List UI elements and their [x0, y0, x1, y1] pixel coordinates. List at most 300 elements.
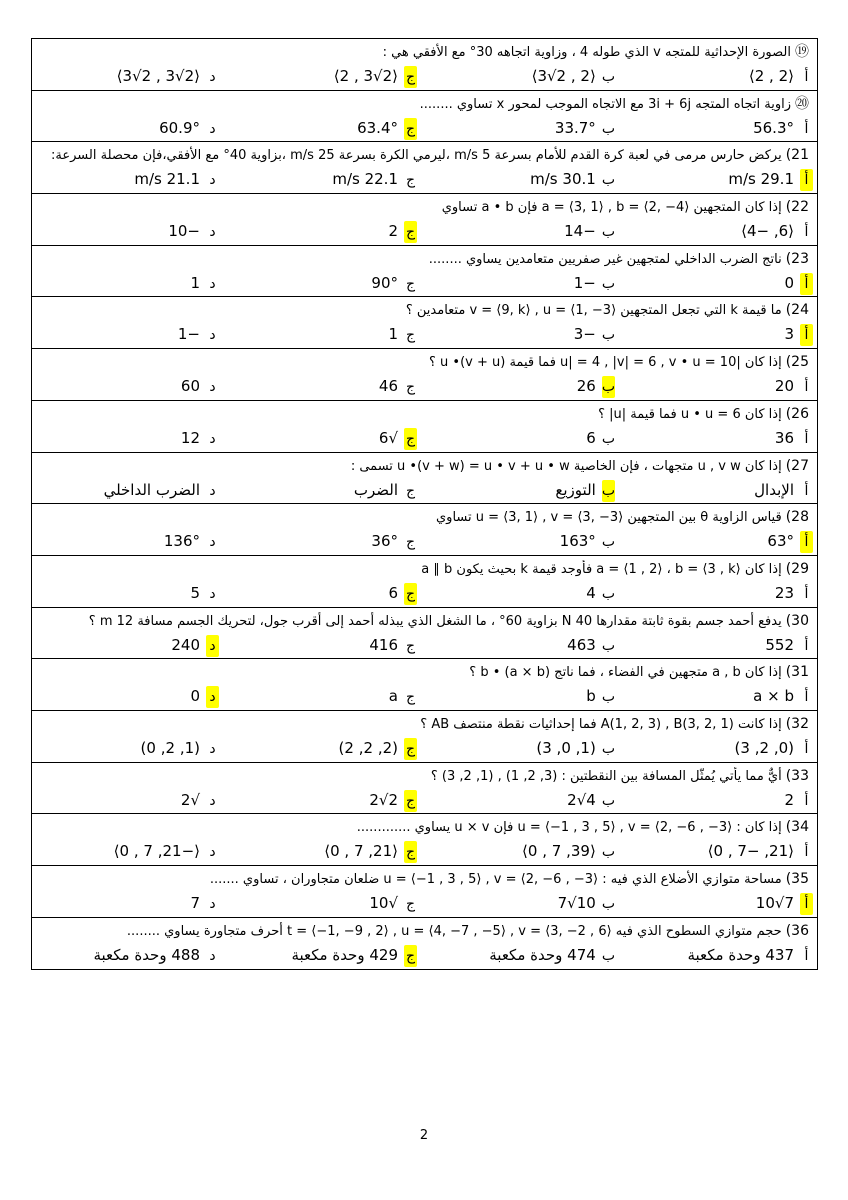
answer-option[interactable] [227, 117, 417, 140]
answer-option[interactable] [623, 634, 813, 657]
option-value: √10 [369, 894, 398, 912]
answer-option[interactable] [425, 272, 615, 295]
answer-option[interactable] [227, 272, 417, 295]
answer-option[interactable] [227, 427, 417, 450]
option-value: 7√10 [755, 894, 794, 912]
selected-answer-letter: أ [800, 324, 813, 346]
answer-option[interactable] [32, 685, 219, 708]
question-row [32, 556, 817, 608]
question-text: إذا كان u • u = 6 فما قيمة |u| ؟ [598, 406, 782, 422]
answer-option[interactable] [425, 582, 615, 605]
selected-answer-letter: أ [800, 531, 813, 553]
option-value: الإبدال [754, 480, 794, 499]
answer-option[interactable] [623, 737, 813, 760]
question-stem [39, 250, 809, 269]
answer-options [32, 427, 817, 449]
question-row [32, 39, 817, 91]
option-value: √2 [180, 790, 200, 809]
selected-answer-letter: ج [404, 738, 417, 760]
answer-option[interactable] [32, 892, 219, 915]
option-value: ⟨39, 7 , 0⟩ [522, 842, 596, 861]
answer-option[interactable] [227, 685, 417, 708]
option-value: 429 وحدة مكعبة [291, 945, 398, 964]
answer-options [32, 737, 817, 759]
option-letter: ج [405, 379, 416, 396]
answer-option[interactable] [623, 65, 813, 88]
option-value: 0 [784, 273, 794, 292]
option-value: ⟨−21, 7 , 0⟩ [113, 842, 200, 861]
question-number: 32) [785, 715, 809, 732]
question-text: إذا كان u , v w متجهات ، فإن الخاصية u •(v + w) = u • v + u • w تسمى : [350, 458, 782, 474]
option-value: ⟨2 , 2√3⟩ [531, 67, 596, 85]
answer-option[interactable] [227, 65, 417, 88]
option-value: ⟨2√3 , 2√3⟩ [116, 67, 200, 85]
question-stem [39, 405, 809, 424]
question-row [32, 194, 817, 246]
answer-options [32, 944, 817, 966]
option-value: −1 [177, 325, 200, 344]
selected-answer-letter: د [206, 686, 219, 708]
answer-option[interactable] [425, 427, 615, 450]
option-letter: أ [804, 430, 809, 447]
option-value: 0 [190, 687, 200, 706]
question-stem [39, 301, 809, 320]
answer-option[interactable] [425, 65, 615, 88]
answer-option[interactable] [32, 789, 219, 812]
option-letter: د [209, 844, 216, 861]
answer-option[interactable] [623, 685, 813, 708]
option-value: 60 [180, 377, 200, 396]
option-letter: د [209, 69, 216, 85]
option-letter: أ [804, 844, 809, 861]
answer-option[interactable] [425, 479, 615, 502]
option-letter: ب [601, 69, 615, 85]
answer-option[interactable] [623, 944, 813, 967]
option-value: 1 [190, 273, 200, 292]
option-value: −14 [564, 222, 596, 241]
option-value: √6 [378, 428, 398, 447]
option-letter: د [209, 740, 216, 757]
answer-option[interactable] [227, 220, 417, 243]
option-letter: أ [804, 947, 809, 964]
option-value: الضرب [353, 480, 398, 499]
option-letter: د [209, 585, 216, 602]
answer-option[interactable] [32, 117, 219, 140]
question-text: أيٌّ مما يأتي يُمثّل المسافة بين النقطتين : (3, 2, 1) , (1, 2, 3) ؟ [430, 768, 782, 784]
option-value: (1, 2, 0) [140, 738, 200, 757]
option-value: ⟨2√3 , 2⟩ [333, 67, 398, 85]
answer-option[interactable] [227, 737, 417, 760]
answer-option[interactable] [623, 323, 813, 346]
answer-option[interactable] [32, 323, 219, 346]
question-text: زاوية اتجاه المتجه 3i + 6j مع الاتجاه الموجب لمحور x تساوي ........ [419, 96, 791, 112]
answer-option[interactable] [425, 634, 615, 657]
question-row [32, 918, 817, 970]
question-row [32, 866, 817, 918]
selected-answer-letter: ج [404, 118, 417, 140]
option-letter: ج [405, 482, 416, 499]
question-number: 34) [785, 819, 809, 836]
option-letter: ب [601, 275, 615, 292]
option-value: 6 [586, 428, 596, 447]
question-number: 28) [785, 509, 809, 526]
option-value: 20 [774, 377, 794, 396]
answer-option[interactable] [227, 479, 417, 502]
selected-answer-letter: ب [602, 376, 615, 398]
answer-option[interactable] [227, 789, 417, 812]
answer-option[interactable] [623, 789, 813, 812]
selected-answer-letter: ج [404, 790, 417, 812]
answer-option[interactable] [32, 65, 219, 88]
option-value: 2 [388, 222, 398, 241]
question-row [32, 763, 817, 815]
question-row [32, 246, 817, 298]
option-letter: د [209, 792, 216, 809]
selected-answer-letter: ج [404, 945, 417, 967]
option-letter: أ [804, 482, 809, 499]
option-letter: ب [601, 637, 615, 654]
answer-option[interactable] [623, 168, 813, 191]
question-row [32, 297, 817, 349]
question-number: 22) [785, 199, 809, 216]
question-text: قياس الزاوية θ بين المتجهين u = ⟨3, 1⟩ , v = ⟨3, −3⟩ تساوي [436, 510, 782, 526]
question-stem [39, 146, 809, 165]
option-value: 29.1 m/s [728, 170, 794, 189]
option-value: 56.3° [753, 118, 794, 137]
option-letter: د [209, 482, 216, 499]
question-number: 35) [785, 871, 809, 887]
option-letter: ب [601, 792, 615, 809]
question-row [32, 401, 817, 453]
answer-option[interactable] [425, 737, 615, 760]
question-text: إذا كان |u| = 4 , |v| = 6 , v • u = 10 فما قيمة u •(v + u) ؟ [429, 355, 782, 371]
answer-options [32, 840, 817, 862]
option-letter: ب [601, 896, 615, 912]
option-value: ⟨2 , 2⟩ [748, 67, 794, 85]
option-letter: ب [601, 585, 615, 602]
option-value: 36 [774, 428, 794, 447]
option-letter: د [209, 379, 216, 396]
option-letter: أ [804, 224, 809, 241]
answer-options [32, 530, 817, 552]
answer-option[interactable] [623, 530, 813, 553]
answer-option[interactable] [227, 840, 417, 863]
question-number: 30) [785, 612, 809, 629]
option-value: 90° [371, 273, 398, 292]
option-letter: د [209, 896, 216, 912]
option-value: −1 [573, 273, 596, 292]
question-number: 27) [785, 457, 809, 474]
answer-option[interactable] [425, 530, 615, 553]
option-letter: أ [804, 689, 809, 706]
option-value: 163° [559, 532, 596, 551]
selected-answer-letter: أ [800, 169, 813, 191]
option-value: 6 [388, 583, 398, 602]
option-value: (2, 2, 2) [338, 738, 398, 757]
answer-options [32, 323, 817, 345]
answer-option[interactable] [425, 220, 615, 243]
question-number: 36) [785, 922, 809, 939]
question-number: 33) [785, 767, 809, 784]
answer-options [32, 892, 817, 914]
option-letter: ب [601, 689, 615, 706]
question-stem [39, 508, 809, 527]
option-value: 7 [190, 894, 200, 912]
option-letter: ب [601, 430, 615, 447]
answer-option[interactable] [227, 530, 417, 553]
option-letter: ب [601, 120, 615, 137]
question-text: يركض حارس مرمى في لعبة كرة القدم للأمام بسرعة 5 m/s ،ليرمي الكرة بسرعة 25 m/s ،بزاوية 40° مع الأفقي،فإن محصلة السرعة: [51, 148, 782, 164]
question-number: ⑳ [795, 95, 809, 112]
option-value: a [388, 687, 398, 706]
question-text: مساحة متوازي الأضلاع الذي فيه : u = ⟨−1 , 3 , 5⟩ , v = ⟨2, −6 , −3⟩ ضلعان متجاوران ، تساوي ....... [209, 872, 782, 887]
question-number: 31) [785, 664, 809, 681]
question-row [32, 608, 817, 660]
answer-option[interactable] [32, 479, 219, 502]
option-letter: ب [601, 224, 615, 241]
option-value: 488 وحدة مكعبة [93, 945, 200, 964]
answer-option[interactable] [32, 582, 219, 605]
answer-option[interactable] [32, 427, 219, 450]
question-row [32, 711, 817, 763]
option-letter: أ [804, 69, 809, 85]
option-letter: ج [405, 327, 416, 344]
option-letter: ج [405, 275, 416, 292]
question-number: ⑲ [795, 44, 809, 60]
option-value: 63° [767, 532, 794, 551]
option-letter: أ [804, 379, 809, 396]
answer-option[interactable] [32, 168, 219, 191]
answer-option[interactable] [623, 582, 813, 605]
question-stem [39, 353, 809, 372]
answer-option[interactable] [623, 840, 813, 863]
question-stem [39, 767, 809, 786]
answer-option[interactable] [425, 117, 615, 140]
answer-options [32, 375, 817, 397]
option-letter: أ [804, 740, 809, 757]
option-letter: ج [405, 689, 416, 706]
option-value: 12 [180, 428, 200, 447]
option-letter: ب [601, 534, 615, 551]
option-letter: ج [405, 637, 416, 654]
answer-option[interactable] [32, 220, 219, 243]
answer-option[interactable] [227, 944, 417, 967]
answer-options [32, 272, 817, 294]
answer-options [32, 789, 817, 811]
option-value: 463 [567, 635, 596, 654]
answer-option[interactable] [425, 685, 615, 708]
questions-table [31, 38, 818, 970]
answer-options [32, 65, 817, 87]
option-value: 22.1 m/s [332, 170, 398, 189]
option-value: 33.7° [554, 118, 596, 137]
option-letter: ب [601, 172, 615, 189]
selected-answer-letter: أ [800, 893, 813, 915]
option-value: الضرب الداخلي [103, 480, 200, 499]
answer-option[interactable] [623, 272, 813, 295]
option-value: ⟨6, −4⟩ [741, 222, 794, 241]
answer-option[interactable] [425, 892, 615, 915]
question-text: إذا كان : u = ⟨−1 , 3 , 5⟩ , v = ⟨2, −6 , −3⟩ فإن u × v يساوي ............. [356, 820, 782, 836]
option-letter: د [209, 275, 216, 292]
question-stem [39, 198, 809, 217]
question-row [32, 659, 817, 711]
answer-options [32, 685, 817, 707]
option-value: 3 [784, 325, 794, 344]
option-value: 2 [784, 790, 794, 809]
answer-option[interactable] [32, 634, 219, 657]
option-letter: د [209, 947, 216, 964]
option-letter: د [209, 224, 216, 241]
answer-option[interactable] [227, 582, 417, 605]
question-text: إذا كان a , b متجهين في الفضاء ، فما ناتج b • (a × b) ؟ [469, 665, 782, 681]
question-row [32, 91, 817, 143]
option-value: ⟨21, 7 , 0⟩ [324, 842, 398, 861]
answer-option[interactable] [32, 840, 219, 863]
question-stem [39, 922, 809, 941]
option-value: b [586, 687, 596, 706]
selected-answer-letter: ب [602, 480, 615, 502]
question-stem [39, 95, 809, 114]
answer-option[interactable] [32, 375, 219, 398]
option-letter: ج [405, 896, 416, 912]
question-number: 26) [785, 405, 809, 422]
option-value: (0, 2, 3) [734, 738, 794, 757]
answer-option[interactable] [623, 892, 813, 915]
answer-option[interactable] [623, 117, 813, 140]
question-text: إذا كان المتجهين a = ⟨3, 1⟩ , b = ⟨2, −4⟩ فإن a • b تساوي [441, 200, 782, 216]
option-value: 552 [765, 635, 794, 654]
option-value: 1 [388, 325, 398, 344]
selected-answer-letter: ج [404, 428, 417, 450]
question-number: 21) [785, 147, 809, 164]
answer-option[interactable] [623, 375, 813, 398]
question-number: 23) [785, 250, 809, 267]
selected-answer-letter: ج [404, 66, 417, 88]
answer-options [32, 479, 817, 501]
option-letter: د [209, 120, 216, 137]
option-value: 10√7 [557, 894, 596, 912]
option-value: 136° [163, 532, 200, 551]
question-text: الصورة الإحداثية للمتجه v الذي طوله 4 ، وزاوية اتجاهه 30° مع الأفقي هي : [382, 45, 791, 60]
answer-option[interactable] [425, 944, 615, 967]
answer-option[interactable] [32, 737, 219, 760]
option-letter: ب [601, 844, 615, 861]
question-number: 29) [785, 560, 809, 577]
question-stem [39, 612, 809, 631]
answer-option[interactable] [623, 427, 813, 450]
option-value: 60.9° [159, 118, 200, 137]
answer-option[interactable] [32, 530, 219, 553]
selected-answer-letter: ج [404, 221, 417, 243]
answer-options [32, 582, 817, 604]
question-text: يدفع أحمد جسم بقوة ثابتة مقدارها 40 N بزاوية 60° ، ما الشغل الذي يبذله أحمد إلى أقرب جول، لتحريك الجسم مسافة 12 m ؟ [88, 613, 782, 629]
question-stem [39, 457, 809, 476]
question-stem [39, 870, 809, 889]
answer-option[interactable] [425, 789, 615, 812]
option-value: 437 وحدة مكعبة [687, 945, 794, 964]
answer-options [32, 117, 817, 139]
question-stem [39, 663, 809, 682]
option-letter: ج [405, 172, 416, 189]
option-letter: ج [405, 534, 416, 551]
option-value: 416 [369, 635, 398, 654]
question-stem [39, 43, 809, 62]
answer-option[interactable] [227, 892, 417, 915]
question-text: ما قيمة k التي تجعل المتجهين v = ⟨9, k⟩ , u = ⟨1, −3⟩ متعامدين ؟ [405, 303, 782, 319]
answer-option[interactable] [32, 272, 219, 295]
question-stem [39, 560, 809, 579]
question-row [32, 142, 817, 194]
option-letter: أ [804, 120, 809, 137]
option-value: 26 [576, 377, 596, 396]
option-value: (1, 0, 3) [536, 738, 596, 757]
option-value: −10 [168, 222, 200, 241]
option-value: 36° [371, 532, 398, 551]
answer-option[interactable] [425, 323, 615, 346]
page-number: 2 [419, 1128, 429, 1143]
question-text: إذا كانت A(1, 2, 3) , B(3, 2, 1) فما إحداثيات نقطة منتصف AB ؟ [420, 716, 782, 732]
option-value: 21.1 m/s [134, 170, 200, 189]
option-value: التوزيع [555, 480, 596, 499]
option-letter: أ [804, 637, 809, 654]
question-row [32, 814, 817, 866]
option-letter: د [209, 327, 216, 344]
question-number: 24) [785, 302, 809, 319]
option-value: a × b [753, 687, 794, 706]
selected-answer-letter: أ [800, 273, 813, 295]
answer-option[interactable] [425, 168, 615, 191]
answer-option[interactable] [227, 323, 417, 346]
option-letter: أ [804, 792, 809, 809]
answer-option[interactable] [227, 168, 417, 191]
option-value: 63.4° [357, 118, 398, 137]
option-value: 474 وحدة مكعبة [489, 945, 596, 964]
option-letter: أ [804, 585, 809, 602]
option-letter: د [209, 172, 216, 189]
question-number: 25) [785, 354, 809, 371]
option-value: 2√2 [369, 790, 398, 809]
option-value: 240 [171, 635, 200, 654]
answer-option[interactable] [425, 840, 615, 863]
question-row [32, 504, 817, 556]
question-text: إذا كان a = ⟨1 , 2⟩ ، b = ⟨3 , k⟩ فأوجد قيمة k بحيث يكون a ∥ b [421, 561, 782, 577]
option-value: −3 [573, 325, 596, 344]
option-letter: د [209, 534, 216, 551]
option-letter: ب [601, 327, 615, 344]
answer-option[interactable] [32, 944, 219, 967]
question-text: حجم متوازي السطوح الذي فيه t = ⟨−1, −9 , 2⟩ , u = ⟨4, −7 , −5⟩ , v = ⟨3, −2 , 6⟩ أحرف متجاورة يساوي ........ [126, 923, 782, 939]
answer-option[interactable] [227, 375, 417, 398]
option-letter: د [209, 430, 216, 447]
option-letter: ب [601, 947, 615, 964]
answer-option[interactable] [227, 634, 417, 657]
option-value: 46 [378, 377, 398, 396]
option-value: 30.1 m/s [530, 170, 596, 189]
option-value: 4 [586, 583, 596, 602]
answer-option[interactable] [623, 479, 813, 502]
question-text: ناتج الضرب الداخلي لمتجهين غير صفريين متعامدين يساوي ........ [428, 251, 782, 267]
answer-option[interactable] [623, 220, 813, 243]
question-row [32, 453, 817, 505]
option-letter: ب [601, 740, 615, 757]
option-value: 4√2 [567, 790, 596, 809]
question-stem [39, 715, 809, 734]
question-stem [39, 818, 809, 837]
answer-options [32, 168, 817, 190]
option-value: 5 [190, 583, 200, 602]
answer-option[interactable] [425, 375, 615, 398]
